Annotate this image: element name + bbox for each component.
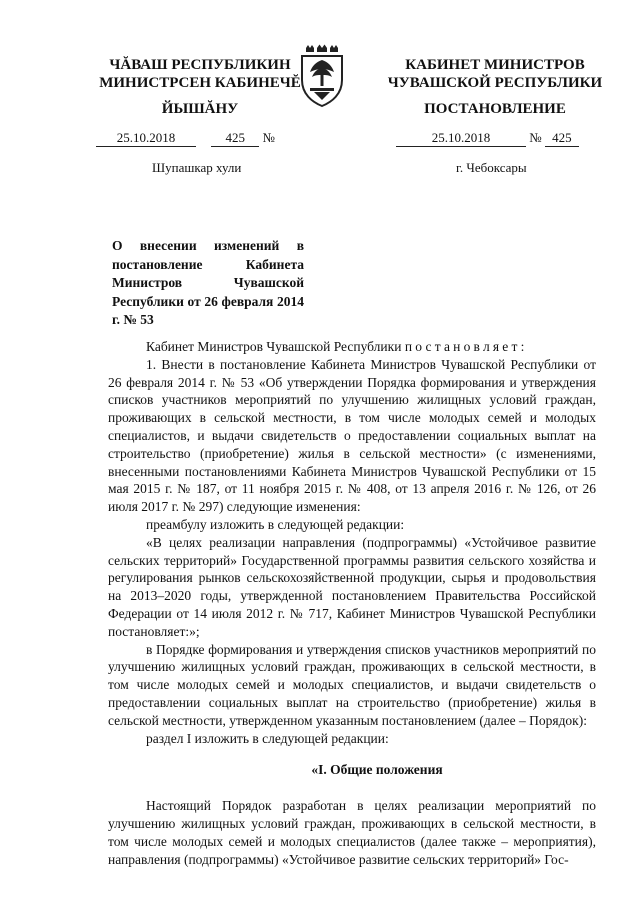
registration-right	[396, 130, 579, 147]
paragraph-2: преамбулу изложить в следующей редакции:	[146, 516, 405, 532]
coat-of-arms-icon	[296, 44, 348, 112]
header-left	[85, 56, 315, 92]
right-number: 425	[545, 130, 579, 147]
header-right-line2: ЧУВАШСКОЙ РЕСПУБЛИКИ	[387, 75, 603, 91]
header-left-line2: МИНИСТРСЕН КАБИНЕЧĔ	[99, 75, 301, 91]
paragraph-1: 1. Внести в постановление Кабинета Министров Чувашской Республики от 26 февраля 2014 г. № 53 «Об утверждении Порядка формирования и утверждения списков участников мероприятий по улучшению жилищных условий граждан, проживающих в сельской местности, в том числе молодых семей и молодых специалистов, и выдачи свидетельств о предоставлении социальных выплат на строительство (приобретение) жилья в сельской местности» (с изменениями, внесенными постановлениями Кабинета Министров Чувашской Республики от 15 мая 2015 г. № 187, от 11 ноября 2015 г. № 408, от 13 апреля 2016 г. № 126, от 26 июля 2017 г. № 297) следующие изменения:	[108, 356, 596, 515]
paragraph-4: в Порядке формирования и утверждения списков участников мероприятий по улучшению жилищных условий граждан, проживающих в сельской местности, в том числе молодых семей и молодых специалистов, и выдачи свидетельств о предоставлении социальных выплат на строительство (приобретение) жилья в сельской местности, утвержденном указанным постановлением (далее – Порядок):	[108, 641, 596, 728]
left-no-sign: №	[262, 130, 275, 145]
document-body	[108, 338, 596, 868]
intro-verb: постановляет:	[404, 339, 528, 354]
intro-org: Кабинет Министров Чувашской Республики	[146, 339, 402, 354]
right-date: 25.10.2018	[396, 130, 526, 147]
section-title: «I. Общие положения	[311, 762, 443, 778]
coat-of-arms-emblem	[296, 44, 348, 112]
header-left-line1: ЧĂВАШ РЕСПУБЛИКИН	[109, 57, 291, 73]
city-left: Шупашкар хули	[152, 160, 242, 175]
doctype-right: ПОСТАНОВЛЕНИЕ	[424, 101, 566, 117]
right-no-sign: №	[529, 130, 542, 145]
header-right	[375, 56, 615, 92]
paragraph-5: раздел I изложить в следующей редакции:	[146, 730, 389, 746]
left-date: 25.10.2018	[96, 130, 196, 147]
left-number: 425	[211, 130, 259, 147]
registration-left	[96, 130, 275, 147]
paragraph-6: Настоящий Порядок разработан в целях реализации мероприятий по улучшению жилищных условий граждан, проживающих в сельской местности, в том числе молодых семей и молодых специалистов (далее также – мероприятия), направления (подпрограммы) «Устойчивое развитие сельских территорий» Гос-	[108, 798, 596, 867]
city-right: г. Чебоксары	[456, 160, 527, 175]
header-right-line1: КАБИНЕТ МИНИСТРОВ	[405, 57, 585, 73]
intro-paragraph	[108, 338, 596, 356]
document-subject: О внесении изменений в постановление Кабинета Министров Чувашской Республики от 26 февраля 2014 г. № 53	[112, 238, 304, 327]
doctype-left: ЙЫШĂНУ	[161, 101, 239, 117]
paragraph-3: «В целях реализации направления (подпрограммы) «Устойчивое развитие сельских территорий» Государственной программы развития сельского хозяйства и регулирования рынков сельскохозяйственной продукции, сырья и продовольствия на 2013–2020 годы, утвержденной постановлением Правительства Российской Федерации от 14 июля 2012 г. № 717, Кабинет Министров Чувашской Республики постановляет:»;	[108, 534, 596, 639]
